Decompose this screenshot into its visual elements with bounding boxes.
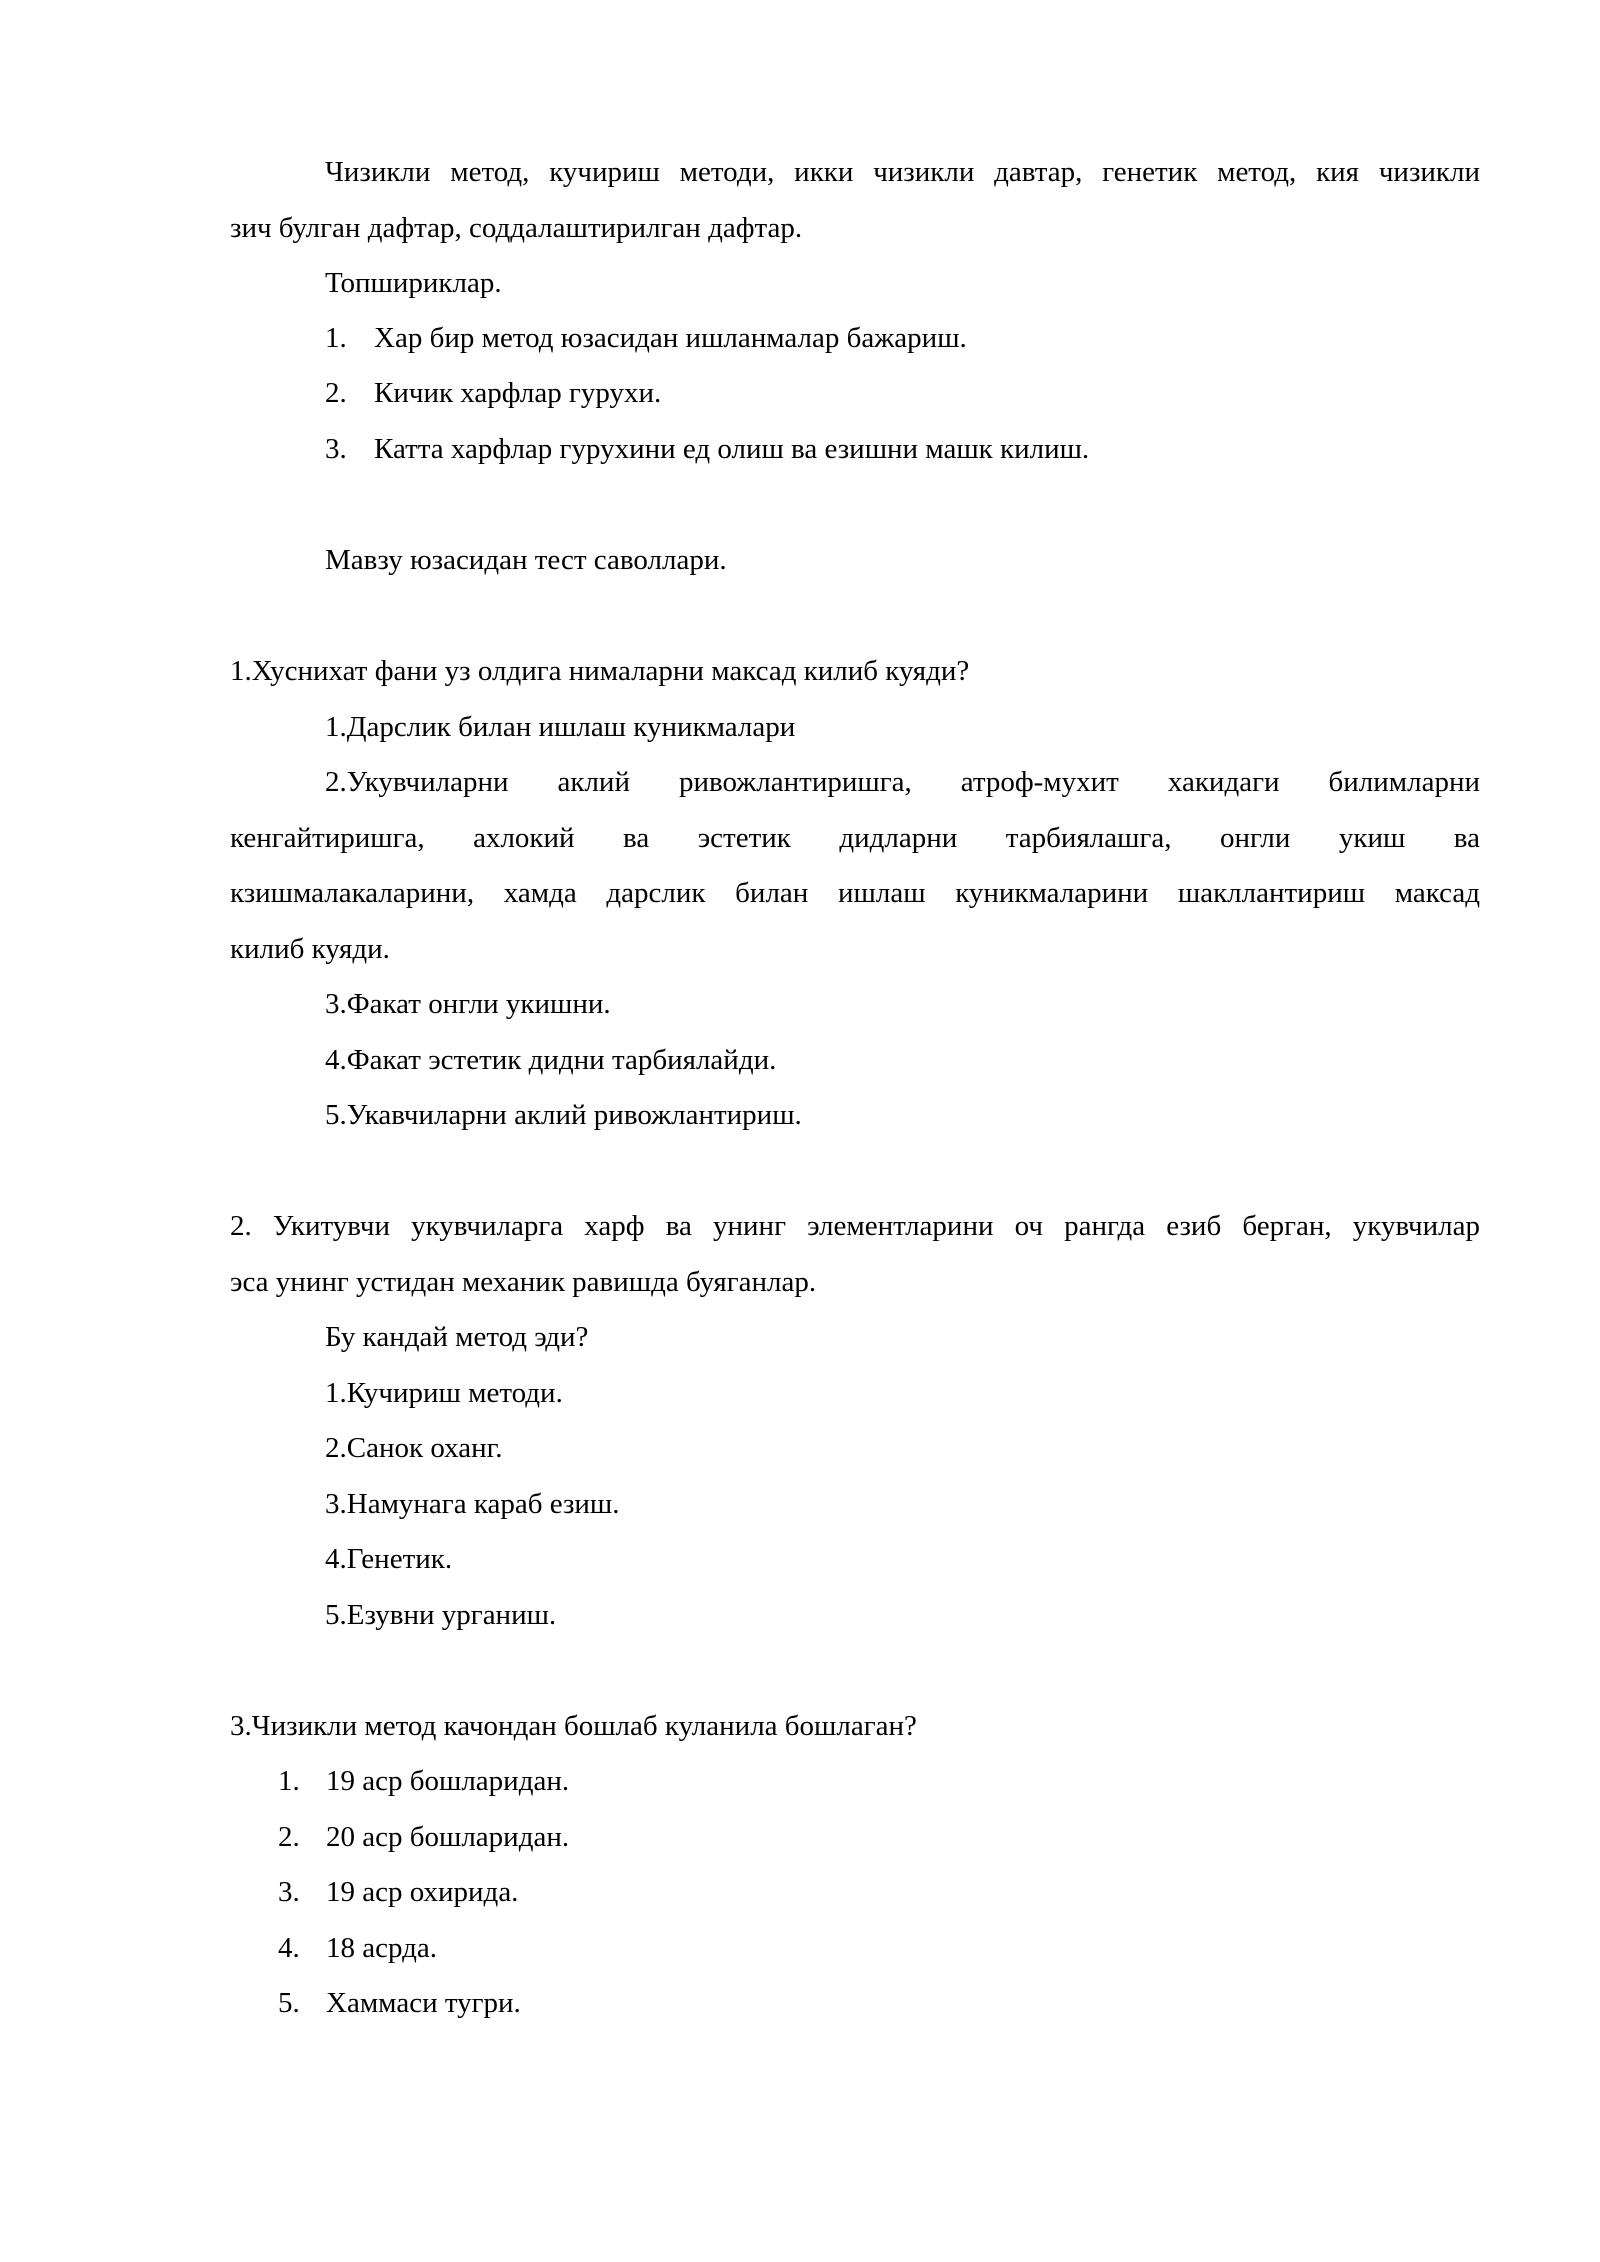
q3-answer-item bbox=[278, 1872, 1478, 1912]
q3-answer-text: 19 аср бошларидан. bbox=[326, 1765, 570, 1797]
intro-line-1: Чизикли метод, кучириш методи, икки чизикли давтар, генетик метод, кия чизикли bbox=[325, 156, 1480, 188]
q3-answer-item bbox=[278, 1817, 1478, 1857]
q2-prompt: Бу кандай метод эди? bbox=[325, 1321, 589, 1353]
q3-answer-number: 2. bbox=[278, 1821, 300, 1853]
q3-answer-item bbox=[278, 1928, 1478, 1968]
q3-answer-number: 5. bbox=[278, 1987, 300, 2019]
task-number: 2. bbox=[325, 377, 347, 409]
question-1: 1.Хуснихат фани уз олдига нималарни максад килиб куяди? bbox=[230, 655, 970, 687]
task-text: Катта харфлар гурухини ед олиш ва езишни машк килиш. bbox=[374, 433, 1090, 465]
q2-answer-5: 5.Езувни урганиш. bbox=[325, 1599, 557, 1631]
question-2-line-2: эса унинг устидан механик равишда буяганлар. bbox=[230, 1266, 817, 1298]
task-item bbox=[325, 429, 1480, 469]
q1-answer-2-line-1: 2.Укувчиларни аклий ривожлантиришга, атроф-мухит хакидаги билимларни bbox=[325, 766, 1480, 798]
q1-answer-2-line-4: килиб куяди. bbox=[230, 933, 390, 965]
q3-answer-item bbox=[278, 1761, 1478, 1801]
q3-answer-number: 3. bbox=[278, 1876, 300, 1908]
q1-answer-3: 3.Факат онгли укишни. bbox=[325, 988, 611, 1020]
intro-line-2: зич булган дафтар, соддалаштирилган дафтар. bbox=[230, 212, 803, 244]
test-heading: Мавзу юзасидан тест саволлари. bbox=[325, 544, 727, 576]
q1-answer-1: 1.Дарслик билан ишлаш куникмалари bbox=[325, 711, 796, 743]
task-item bbox=[325, 318, 1480, 358]
q3-answer-text: 18 асрда. bbox=[326, 1932, 437, 1964]
question-3: 3.Чизикли метод качондан бошлаб куланила бошлаган? bbox=[230, 1710, 917, 1742]
q2-answer-2: 2.Санок оханг. bbox=[325, 1432, 503, 1464]
task-text: Хар бир метод юзасидан ишланмалар бажариш. bbox=[374, 322, 967, 354]
q3-answer-text: 19 аср охирида. bbox=[326, 1876, 519, 1908]
tasks-heading: Топшириклар. bbox=[325, 267, 502, 299]
task-number: 3. bbox=[325, 433, 347, 465]
q2-answer-1: 1.Кучириш методи. bbox=[325, 1377, 563, 1409]
task-number: 1. bbox=[325, 322, 347, 354]
q3-answer-text: Хаммаси тугри. bbox=[326, 1987, 521, 2019]
q1-answer-2-line-3: кзишмалакаларини, хамда дарслик билан ишлаш куникмаларини шакллантириш максад bbox=[230, 877, 1480, 909]
question-2-line-1: 2. Укитувчи укувчиларга харф ва унинг элементларини оч рангда езиб берган, укувчилар bbox=[230, 1210, 1480, 1242]
q2-answer-3: 3.Намунага караб езиш. bbox=[325, 1488, 620, 1520]
task-text: Кичик харфлар гурухи. bbox=[374, 377, 662, 409]
q1-answer-2-line-2: кенгайтиришга, ахлокий ва эстетик дидларни тарбиялашга, онгли укиш ва bbox=[230, 822, 1480, 854]
q2-answer-4: 4.Генетик. bbox=[325, 1543, 453, 1575]
q1-answer-5: 5.Укавчиларни аклий ривожлантириш. bbox=[325, 1099, 802, 1131]
q3-answer-item bbox=[278, 1983, 1478, 2023]
q3-answer-text: 20 аср бошларидан. bbox=[326, 1821, 570, 1853]
q1-answer-4: 4.Факат эстетик дидни тарбиялайди. bbox=[325, 1044, 777, 1076]
q3-answer-number: 4. bbox=[278, 1932, 300, 1964]
q3-answer-number: 1. bbox=[278, 1765, 300, 1797]
task-item bbox=[325, 373, 1480, 413]
